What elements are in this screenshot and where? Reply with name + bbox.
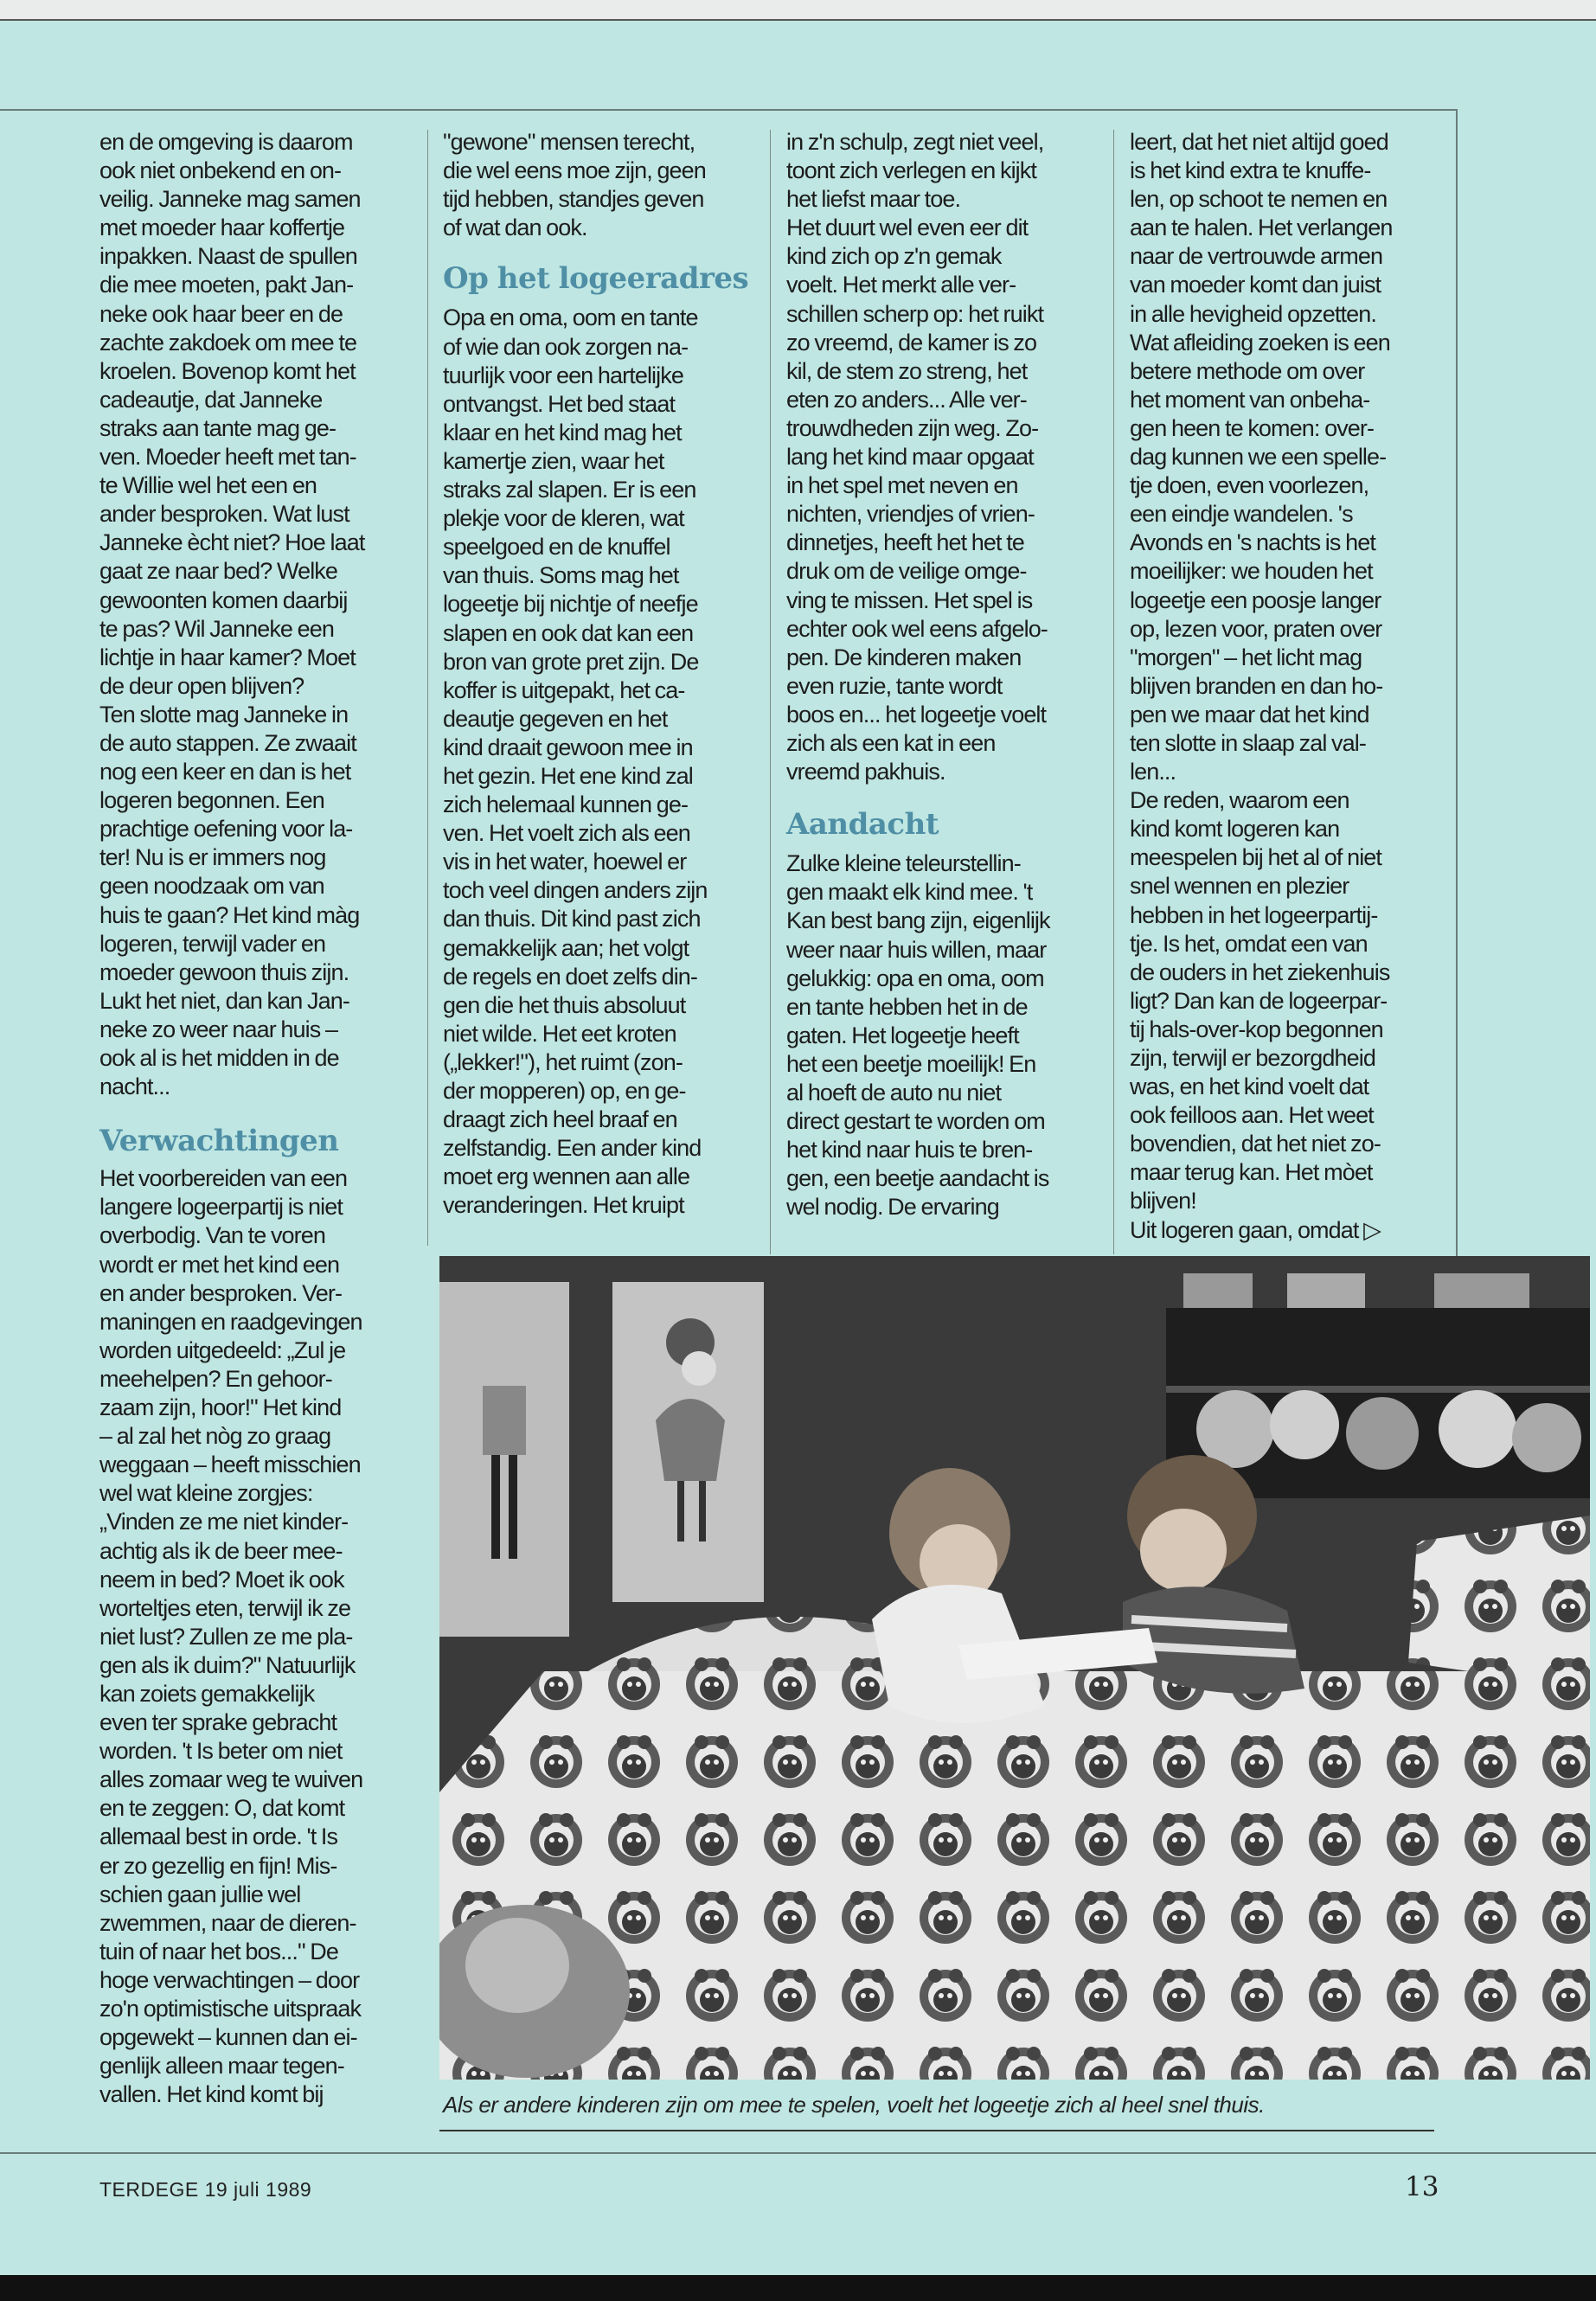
footer-publication: TERDEGE 19 juli 1989 xyxy=(99,2178,312,2201)
scan-edge-bottom xyxy=(0,2275,1596,2301)
photo-caption: Als er andere kinderen zijn om mee te spelen, voelt het logeetje zich al heel snel thuis. xyxy=(443,2092,1265,2118)
column-divider xyxy=(1113,130,1114,1254)
photo-illustration xyxy=(439,1256,1590,2080)
section-heading-verwachtingen: Verwachtingen xyxy=(99,1124,339,1159)
wall-hanging-left xyxy=(439,1282,569,1637)
footer-rule xyxy=(0,2152,1596,2154)
caption-underline xyxy=(439,2130,1434,2131)
page-frame-top xyxy=(0,109,1456,111)
scan-edge-top xyxy=(0,0,1596,21)
column-divider xyxy=(427,130,428,1246)
photo-children-in-bed xyxy=(439,1256,1590,2080)
body-text: Het voorbereiden van een langere logeerpartij is niet overbodig. Van te voren wordt er met het kind een en ander besproken. Ver- maningen en raadgevingen worden uitgedeeld: „Zul je meehelpen? En gehoor- zaam zijn, hoor!" Het kind – al zal het nòg zo graag weggaan – heeft misschien wel wat kleine zorgjes: „Vinden ze me niet kinder- achtig als ik de beer mee- neem in bed? Moet ik ook worteltjes eten, terwijl ik ze niet lust? Zullen ze me pla- gen als ik duim?" Natuurlijk kan zoiets gemakkelijk even ter sprake gebracht worden. 't Is beter om niet alles zomaar weg te wuiven en te zeggen: O, dat komt allemaal best in orde. 't Is er zo gezellig en fijn! Mis- schien gaan jullie wel zwemmen, naar de dieren- tuin of naar het bos..." De hoge verwachtingen – door zo'n optimistische uitspraak opgewekt – kunnen dan ei- genlijk alleen maar tegen- vallen. Het kind komt bij xyxy=(99,1165,363,2108)
column-2 xyxy=(443,128,751,1220)
column-1 xyxy=(99,128,407,2109)
page-number: 13 xyxy=(1405,2171,1439,2202)
column-3 xyxy=(786,128,1094,1221)
section-heading-op-het-logeeradres: Op het logeeradres xyxy=(443,261,749,297)
column-4 xyxy=(1130,128,1438,1245)
body-text: Opa en oma, oom en tante of wie dan ook zorgen na- tuurlijk voor een hartelijke ontvangst. Het bed staat klaar en het kind mag het kamertje zien, waar het straks zal slapen. Er is een plekje voor de kleren, wat speelgoed en de knuffel van thuis. Soms mag het logeetje bij nichtje of neefje slapen en ook dat kan een bron van grote pret zijn. De koffer is uitgepakt, het ca- deautje gegeven en het kind draait gewoon mee in het gezin. Het ene kind zal zich helemaal kunnen ge- ven. Het voelt zich als een vis in het water, hoewel er toch veel dingen anders zijn dan thuis. Dit kind past zich gemakkelijk aan; het volgt de regels en doet zelfs din- gen die het thuis absoluut niet wilde. Het eet kroten („lekker!"), het ruimt (zon- der mopperen) op, en ge- draagt zich heel braaf en zelfstandig. Een ander kind moet erg wennen aan alle veranderingen. Het kruipt xyxy=(443,304,708,1219)
pillow-right xyxy=(1408,1516,1590,1689)
column-divider xyxy=(770,130,771,1254)
body-text: "gewone" mensen terecht, die wel eens moe zijn, geen tijd hebben, standjes geven of wat dan ook. xyxy=(443,129,706,241)
body-text: Zulke kleine teleurstellin- gen maakt elk kind mee. 't Kan best bang zijn, eigenlijk weer naar huis willen, maar gelukkig: opa en oma, oom en tante hebben het in de gaten. Het logeetje heeft het een beetje moeilijk! En al hoeft de auto nu niet direct gestart te worden om het kind naar huis te bren- gen, een beetje aandacht is wel nodig. De ervaring xyxy=(786,850,1050,1221)
body-text: en de omgeving is daarom ook niet onbekend en on- veilig. Janneke mag samen met moeder haar koffertje inpakken. Naast de spullen die mee moeten, pakt Jan- neke ook haar beer en de zachte zakdoek om mee te kroelen. Bovenop komt het cadeautje, dat Janneke straks aan tante mag ge- ven. Moeder heeft met tan- te Willie wel het een en ander besproken. Wat lust Janneke ècht niet? Hoe laat gaat ze naar bed? Welke gewoonten komen daarbij te pas? Wil Janneke een lichtje in haar kamer? Moet de deur open blijven? Ten slotte mag Janneke in de auto stappen. Ze zwaait nog een keer en dan is het logeren begonnen. Een prachtige oefening voor la- ter! Nu is er immers nog geen noodzaak om van huis te gaan? Het kind màg logeren, terwijl vader en moeder gewoon thuis zijn. Lukt het niet, dan kan Jan- neke zo weer naar huis – ook al is het midden in de nacht... xyxy=(99,129,365,1100)
page-frame-right xyxy=(1456,109,1458,1261)
section-heading-aandacht: Aandacht xyxy=(786,807,939,843)
body-text: in z'n schulp, zegt niet veel, toont zich verlegen en kijkt het liefst maar toe. Het duurt wel even eer dit kind zich op z'n gemak voelt. Het merkt alle ver- schillen scherp op: het ruikt zo vreemd, de kamer is zo kil, de stem zo streng, het eten zo anders... Alle ver- trouwdheden zijn weg. Zo- lang het kind maar opgaat in het spel met neven en nichten, vriendjes of vrien- dinnetjes, heeft het het te druk om de veilige omge- ving te missen. Het spel is echter ook wel eens afgelo- pen. De kinderen maken even ruzie, tante wordt boos en... het logeetje voelt zich als een kat in een vreemd pakhuis. xyxy=(786,129,1048,785)
body-text: leert, dat het niet altijd goed is het kind extra te knuffe- len, op schoot te nemen en aan te halen. Het verlangen naar de vertrouwde armen van moeder komt dan juist in alle hevigheid opzetten. Wat afleiding zoeken is een betere methode om over het moment van onbeha- gen heen te komen: over- dag kunnen we een spelle- tje doen, even voorlezen, een eindje wandelen. 's Avonds en 's nachts is het moeilijker: we houden het logeetje een poosje langer op, lezen voor, praten over "morgen" – het licht mag blijven branden en dan ho- pen we maar dat het kind ten slotte in slaap zal val- len... De reden, waarom een kind komt logeren kan meespelen bij het al of niet snel wennen en plezier hebben in het logeerpartij- tje. Is het, omdat een van de ouders in het ziekenhuis ligt? Dan kan de logeerpar- tij hals-over-kop begonnen zijn, terwijl er bezorgdheid was, en het kind voelt dat ook feilloos aan. Het weet bovendien, dat het niet zo- maar terug kan. Het mòet blijven! Uit logeren gaan, omdat ▷ xyxy=(1130,129,1393,1243)
